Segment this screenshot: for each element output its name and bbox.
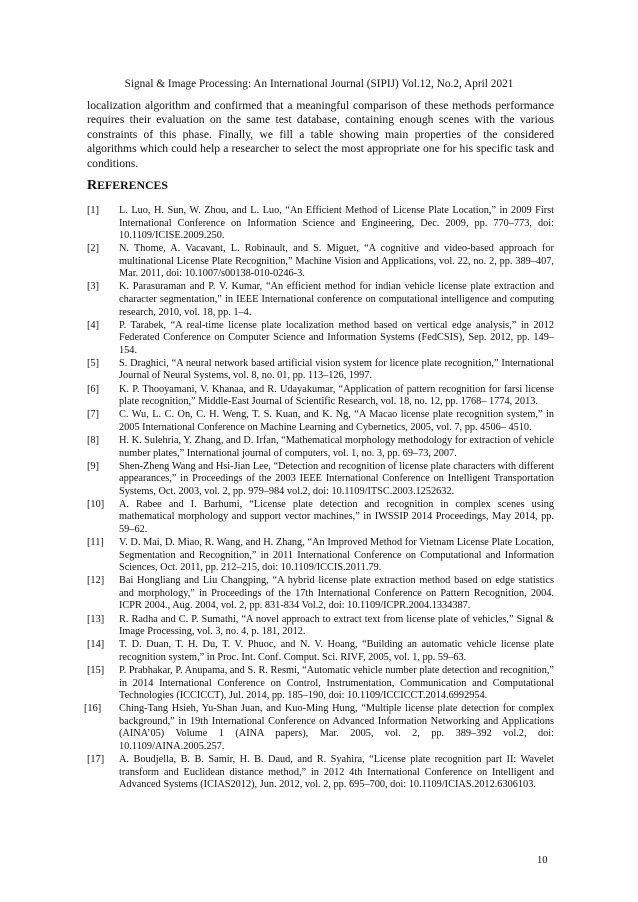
reference-number: [15] xyxy=(87,665,105,676)
reference-number: [14] xyxy=(87,639,105,651)
reference-text: Shen-Zheng Wang and Hsi-Jian Lee, “Detection and recognition of license plate characters with different appearances,” in Proceedings of the 2003 IEEE International Conference on Intelligent Transportation Systems, Oct. 2003, vol. 2, pp. 979–984 vol.2, doi: 10.1109/ITSC.2003.1252632. xyxy=(119,460,554,497)
reference-number: [11] xyxy=(87,537,104,549)
reference-item xyxy=(87,384,554,409)
reference-text: Ching-Tang Hsieh, Yu-Shan Juan, and Kuo-Ming Hung, “Multiple license plate detection for complex background,” in 19th International Conference on Advanced Information Networking and Applications (AINA’05) Volume 1 (AINA papers), Mar. 2005, vol. 2, pp. 389–392 vol.2, doi: 10.1109/AINA.2005.257. xyxy=(119,703,554,752)
references-heading-rest: EFERENCES xyxy=(97,178,168,192)
references-heading xyxy=(87,178,168,194)
reference-text: R. Radha and C. P. Sumathi, “A novel approach to extract text from license plate of vehicles,” Signal & Image Processing, vol. 3, no. 4, p. 181, 2012. xyxy=(119,613,554,638)
reference-number: [7] xyxy=(87,409,100,421)
reference-item xyxy=(87,281,554,319)
reference-number: [1] xyxy=(87,205,100,216)
reference-item xyxy=(87,754,554,792)
reference-list xyxy=(84,205,554,792)
reference-item xyxy=(87,243,554,281)
reference-number: [2] xyxy=(87,243,100,255)
reference-number: [17] xyxy=(87,754,105,766)
reference-text: C. Wu, L. C. On, C. H. Weng, T. S. Kuan, and K. Ng, “A Macao license plate recognition system,” in 2005 International Conference on Machine Learning and Cybernetics, 2005, vol. 7, pp. 4506– 4510. xyxy=(119,409,554,433)
reference-item xyxy=(87,537,554,575)
reference-text: P. Tarabek, “A real-time license plate localization method based on vertical edge analysis,” in 2012 Federated Conference on Computer Science and Information Systems (FedCSIS), Sep. 2012, pp. 149–154. xyxy=(119,319,554,356)
reference-item xyxy=(87,575,554,613)
running-header: Signal & Image Processing: An International Journal (SIPIJ) Vol.12, No.2, April 2021 xyxy=(124,78,514,90)
reference-item xyxy=(84,703,554,753)
reference-number: [8] xyxy=(87,435,100,446)
reference-number: [6] xyxy=(87,383,100,395)
reference-item xyxy=(87,639,554,664)
reference-item xyxy=(87,435,554,460)
reference-number: [9] xyxy=(87,460,100,472)
reference-text: K. Parasuraman and P. V. Kumar, “An efficient method for indian vehicle license plate extraction and character segmentation,” in IEEE International conference on computational intelligence and computing research, 2010, vol. 18, pp. 1–4. xyxy=(119,281,554,318)
reference-text: H. K. Sulehria, Y. Zhang, and D. Irfan, “Mathematical morphology methodology for extraction of vehicle number plates,” International journal of computers, vol. 1, no. 3, pp. 69–73, 2007. xyxy=(119,435,554,459)
reference-number: [10] xyxy=(87,498,105,510)
reference-text: L. Luo, H. Sun, W. Zhou, and L. Luo, “An Efficient Method of License Plate Location,” in 2009 First International Conference on Information Science and Engineering, Dec. 2009, pp. 770–773, doi: 10.1109/ICISE.2009.250. xyxy=(119,205,554,242)
reference-text: A. Boudjella, B. B. Samir, H. B. Daud, and R. Syahira, “License plate recognition part II: Wavelet transform and Euclidean distance method,” in 2012 4th International Conference on Intelligent and Advanced Systems (ICIAS2012), Jun. 2012, vol. 2, pp. 695–700, doi: 10.1109/ICIAS.2012.6306103. xyxy=(119,754,554,791)
reference-text: Bai Hongliang and Liu Changping, “A hybrid license plate extraction method based on edge statistics and morphology,” in Proceedings of the 17th International Conference on Pattern Recognition, 2004. ICPR 2004., Aug. 2004, vol. 2, pp. 831-834 Vol.2, doi: 10.1109/ICPR.2004.1334387. xyxy=(119,575,554,612)
reference-text: P. Prabhakar, P. Anupama, and S. R. Resmi, “Automatic vehicle number plate detection and recognition,” in 2014 International Conference on Control, Instrumentation, Communication and Computational Technologies (ICCICCT), Jul. 2014, pp. 185–190, doi: 10.1109/ICCICCT.2014.6992954. xyxy=(119,665,554,702)
reference-text: V. D. Mai, D. Miao, R. Wang, and H. Zhang, “An Improved Method for Vietnam License Plate Location, Segmentation and Recognition,” in 2011 International Conference on Computational and Information Sciences, Oct. 2011, pp. 212–215, doi: 10.1109/ICCIS.2011.79. xyxy=(119,537,554,574)
page-number: 10 xyxy=(537,855,548,866)
reference-item xyxy=(87,409,554,434)
reference-text: S. Draghici, “A neural network based artificial vision system for licence plate recognition,” International Journal of Neural Systems, vol. 8, no. 01, pp. 113–126, 1997. xyxy=(119,357,554,382)
reference-text: T. D. Duan, T. H. Du, T. V. Phuoc, and N. V. Hoang, “Building an automatic vehicle license plate recognition system,” in Proc. Int. Conf. Comput. Sci. RIVF, 2005, vol. 1, pp. 59–63. xyxy=(119,639,554,663)
reference-item xyxy=(87,461,554,499)
reference-number: [4] xyxy=(87,319,100,331)
reference-number: [5] xyxy=(87,357,100,369)
reference-text: A. Rabee and I. Barhumi, “License plate detection and recognition in complex scenes using mathematical morphology and support vector machines,” in IWSSIP 2014 Proceedings, May 2014, pp. 59–62. xyxy=(119,498,554,536)
reference-number: [16] xyxy=(84,703,102,715)
references-heading-initial: R xyxy=(87,178,98,193)
reference-item xyxy=(87,320,554,358)
reference-text: K. P. Thooyamani, V. Khanaa, and R. Udayakumar, “Application of pattern recognition for farsi license plate recognition,” Middle-East Journal of Scientific Research, vol. 18, no. 12, pp. 1768– 1774, 2013. xyxy=(119,383,554,408)
intro-paragraph: localization algorithm and confirmed that a meaningful comparison of these methods performance requires their evaluation on the same test database, containing enough scenes with the various constraints of this phase. Finally, we fill a table showing main properties of the considered algorithms which could help a researcher to select the most appropriate one for his specific task and conditions. xyxy=(87,99,554,170)
reference-item xyxy=(87,358,554,383)
reference-number: [13] xyxy=(87,613,105,625)
reference-number: [12] xyxy=(87,575,105,587)
reference-item xyxy=(87,499,554,537)
reference-number: [3] xyxy=(87,281,100,293)
reference-text: N. Thome, A. Vacavant, L. Robinault, and S. Miguet, “A cognitive and video-based approach for multinational License Plate Recognition,” Machine Vision and Applications, vol. 22, no. 2, pp. 389–407, Mar. 2011, doi: 10.1007/s00138-010-0246-3. xyxy=(119,243,554,280)
reference-item xyxy=(87,614,554,639)
reference-item xyxy=(87,665,554,703)
reference-item xyxy=(87,205,554,243)
